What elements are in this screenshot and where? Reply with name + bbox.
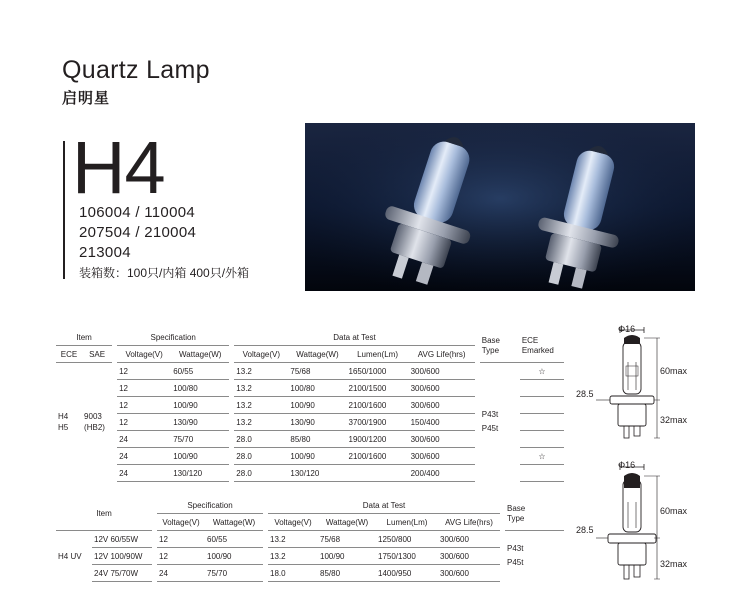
sae-cell-line: (HB2) [84,423,105,433]
spec-wattage-cell: 130/90 [171,414,229,431]
test-wattage-cell: 85/80 [288,431,346,448]
test-voltage-cell: 28.0 [234,448,288,465]
lumen-cell: 1400/950 [376,565,438,582]
header-ece: ECE [56,346,82,363]
base-type-cell-line: P45t [481,424,499,434]
lumen-cell: 2100/1500 [347,380,409,397]
base-type-cell [505,531,564,582]
brand-subtitle: 启明星 [62,90,111,107]
header-base-line: Base [507,503,526,513]
table-row [56,531,564,548]
spec-voltage-cell: 24 [117,448,171,465]
product-code-line: 213004 [79,244,131,261]
title-rule [63,141,65,279]
sae-cell [82,363,112,482]
brand-title: Quartz Lamp [62,56,210,84]
ece-marked-cell [520,380,564,397]
ece-marked-cell [520,465,564,482]
spec-wattage-cell: 75/70 [171,431,229,448]
lamp-dimension-diagram [568,322,698,452]
base-type-cell-line: P45t [507,558,524,568]
test-wattage-cell: 75/68 [288,363,346,380]
model-name: H4 [72,126,165,209]
dim-offset: 28.5 [576,525,594,535]
product-code-line: 106004 / 110004 [79,204,195,221]
test-wattage-cell: 100/90 [288,397,346,414]
life-cell: 150/400 [409,414,475,431]
header-specification: Specification [117,329,229,346]
life-cell: 200/400 [409,465,475,482]
header-lumen: Lumen(Lm) [347,346,409,363]
lumen-cell: 3700/1900 [347,414,409,431]
test-wattage-cell: 100/90 [318,548,376,565]
header-spec-voltage: Voltage(V) [157,514,205,531]
test-voltage-cell: 18.0 [268,565,318,582]
test-voltage-cell: 13.2 [234,414,288,431]
item-name-cell: 24V 75/70W [92,565,152,582]
spec-voltage-cell: 12 [157,548,205,565]
dim-length: 32max [660,559,688,569]
ece-cell-line: H5 [58,423,69,433]
item-name-cell: 12V 100/90W [92,548,152,565]
dim-diameter: Φ16 [618,324,636,334]
ece-marked-cell [520,431,564,448]
spec-voltage-cell: 12 [117,363,171,380]
spec-wattage-cell: 60/55 [171,363,229,380]
lamp-dimension-diagram [568,458,698,593]
lumen-cell: 1750/1300 [376,548,438,565]
header-item: Item [56,497,152,531]
dim-length: 32max [660,415,688,425]
spec-voltage-cell: 24 [157,565,205,582]
test-wattage-cell: 85/80 [318,565,376,582]
table-row [56,565,564,582]
life-cell: 300/600 [409,363,475,380]
test-voltage-cell: 13.2 [268,548,318,565]
header-emarked-line: Emarked [521,345,554,355]
spec-table-h4-uv [56,497,564,582]
lumen-cell: 1250/800 [376,531,438,548]
test-voltage-cell: 13.2 [234,380,288,397]
header-spec-wattage: Wattage(W) [205,514,263,531]
dim-offset: 28.5 [576,389,594,399]
life-cell: 300/600 [409,380,475,397]
life-cell: 300/600 [438,548,500,565]
sae-cell-line: 9003 [84,412,102,422]
lumen-cell: 1900/1200 [347,431,409,448]
product-photo [305,123,695,291]
test-wattage-cell: 130/90 [288,414,346,431]
spec-wattage-cell: 100/90 [171,448,229,465]
header-ece-marked [520,329,564,363]
header-test-voltage: Voltage(V) [268,514,318,531]
spec-wattage-cell: 100/90 [171,397,229,414]
spec-voltage-cell: 24 [117,465,171,482]
header-life: AVG Life(hrs) [438,514,500,531]
spec-voltage-cell: 12 [117,414,171,431]
test-voltage-cell: 13.2 [268,531,318,548]
lumen-cell [347,465,409,482]
spec-wattage-cell: 75/70 [205,565,263,582]
base-type-cell [480,363,520,482]
spec-wattage-cell: 100/80 [171,380,229,397]
life-cell: 300/600 [409,448,475,465]
test-wattage-cell: 75/68 [318,531,376,548]
test-voltage-cell: 28.0 [234,431,288,448]
life-cell: 300/600 [409,397,475,414]
dim-diameter: Φ16 [618,460,636,470]
item-name-cell: 12V 60/55W [92,531,152,548]
header-specification: Specification [157,497,263,514]
header-spec-wattage: Wattage(W) [171,346,229,363]
lumen-cell: 2100/1600 [347,397,409,414]
spec-voltage-cell: 12 [117,397,171,414]
header-lumen: Lumen(Lm) [376,514,438,531]
spec-wattage-cell: 130/120 [171,465,229,482]
life-cell: 300/600 [438,531,500,548]
spec-voltage-cell: 12 [157,531,205,548]
ece-cell [56,363,82,482]
test-voltage-cell: 13.2 [234,363,288,380]
dim-height: 60max [660,506,688,516]
test-wattage-cell: 100/80 [288,380,346,397]
item-cell: H4 UV [58,551,82,561]
base-type-cell-line: P43t [481,410,499,420]
table-row [56,363,564,380]
header-ece-line: ECE [521,335,539,345]
header-test-voltage: Voltage(V) [234,346,288,363]
spec-table-h4-h5 [56,329,564,482]
spec-voltage-cell: 12 [117,380,171,397]
test-wattage-cell: 100/90 [288,448,346,465]
spec-voltage-cell: 24 [117,431,171,448]
header-type-line: Type [481,345,500,355]
header-base-type [505,497,564,531]
header-type-line: Type [507,513,525,523]
dim-height: 60max [660,366,688,376]
ece-marked-cell [520,414,564,431]
header-test-wattage: Wattage(W) [318,514,376,531]
ece-marked-cell [520,397,564,414]
table-row [56,548,564,565]
spec-wattage-cell: 100/90 [205,548,263,565]
ece-marked-cell: ☆ [520,363,564,380]
lumen-cell: 1650/1000 [347,363,409,380]
base-type-cell-line: P43t [507,544,524,554]
header-item: Item [56,329,112,346]
test-voltage-cell: 28.0 [234,465,288,482]
life-cell: 300/600 [438,565,500,582]
header-spec-voltage: Voltage(V) [117,346,171,363]
header-test-wattage: Wattage(W) [288,346,346,363]
header-data-at-test: Data at Test [268,497,500,514]
header-data-at-test: Data at Test [234,329,474,346]
spec-wattage-cell: 60/55 [205,531,263,548]
test-wattage-cell: 130/120 [288,465,346,482]
ece-marked-cell: ☆ [520,448,564,465]
life-cell: 300/600 [409,431,475,448]
ece-cell-line: H4 [58,412,69,422]
header-life: AVG Life(hrs) [409,346,475,363]
test-voltage-cell: 13.2 [234,397,288,414]
header-sae: SAE [82,346,112,363]
header-base-line: Base [481,335,500,345]
header-base-type [480,329,520,363]
packing-info: 装箱数：100只/内箱 400只/外箱 [79,266,250,280]
lumen-cell: 2100/1600 [347,448,409,465]
product-code-line: 207504 / 210004 [79,224,197,241]
